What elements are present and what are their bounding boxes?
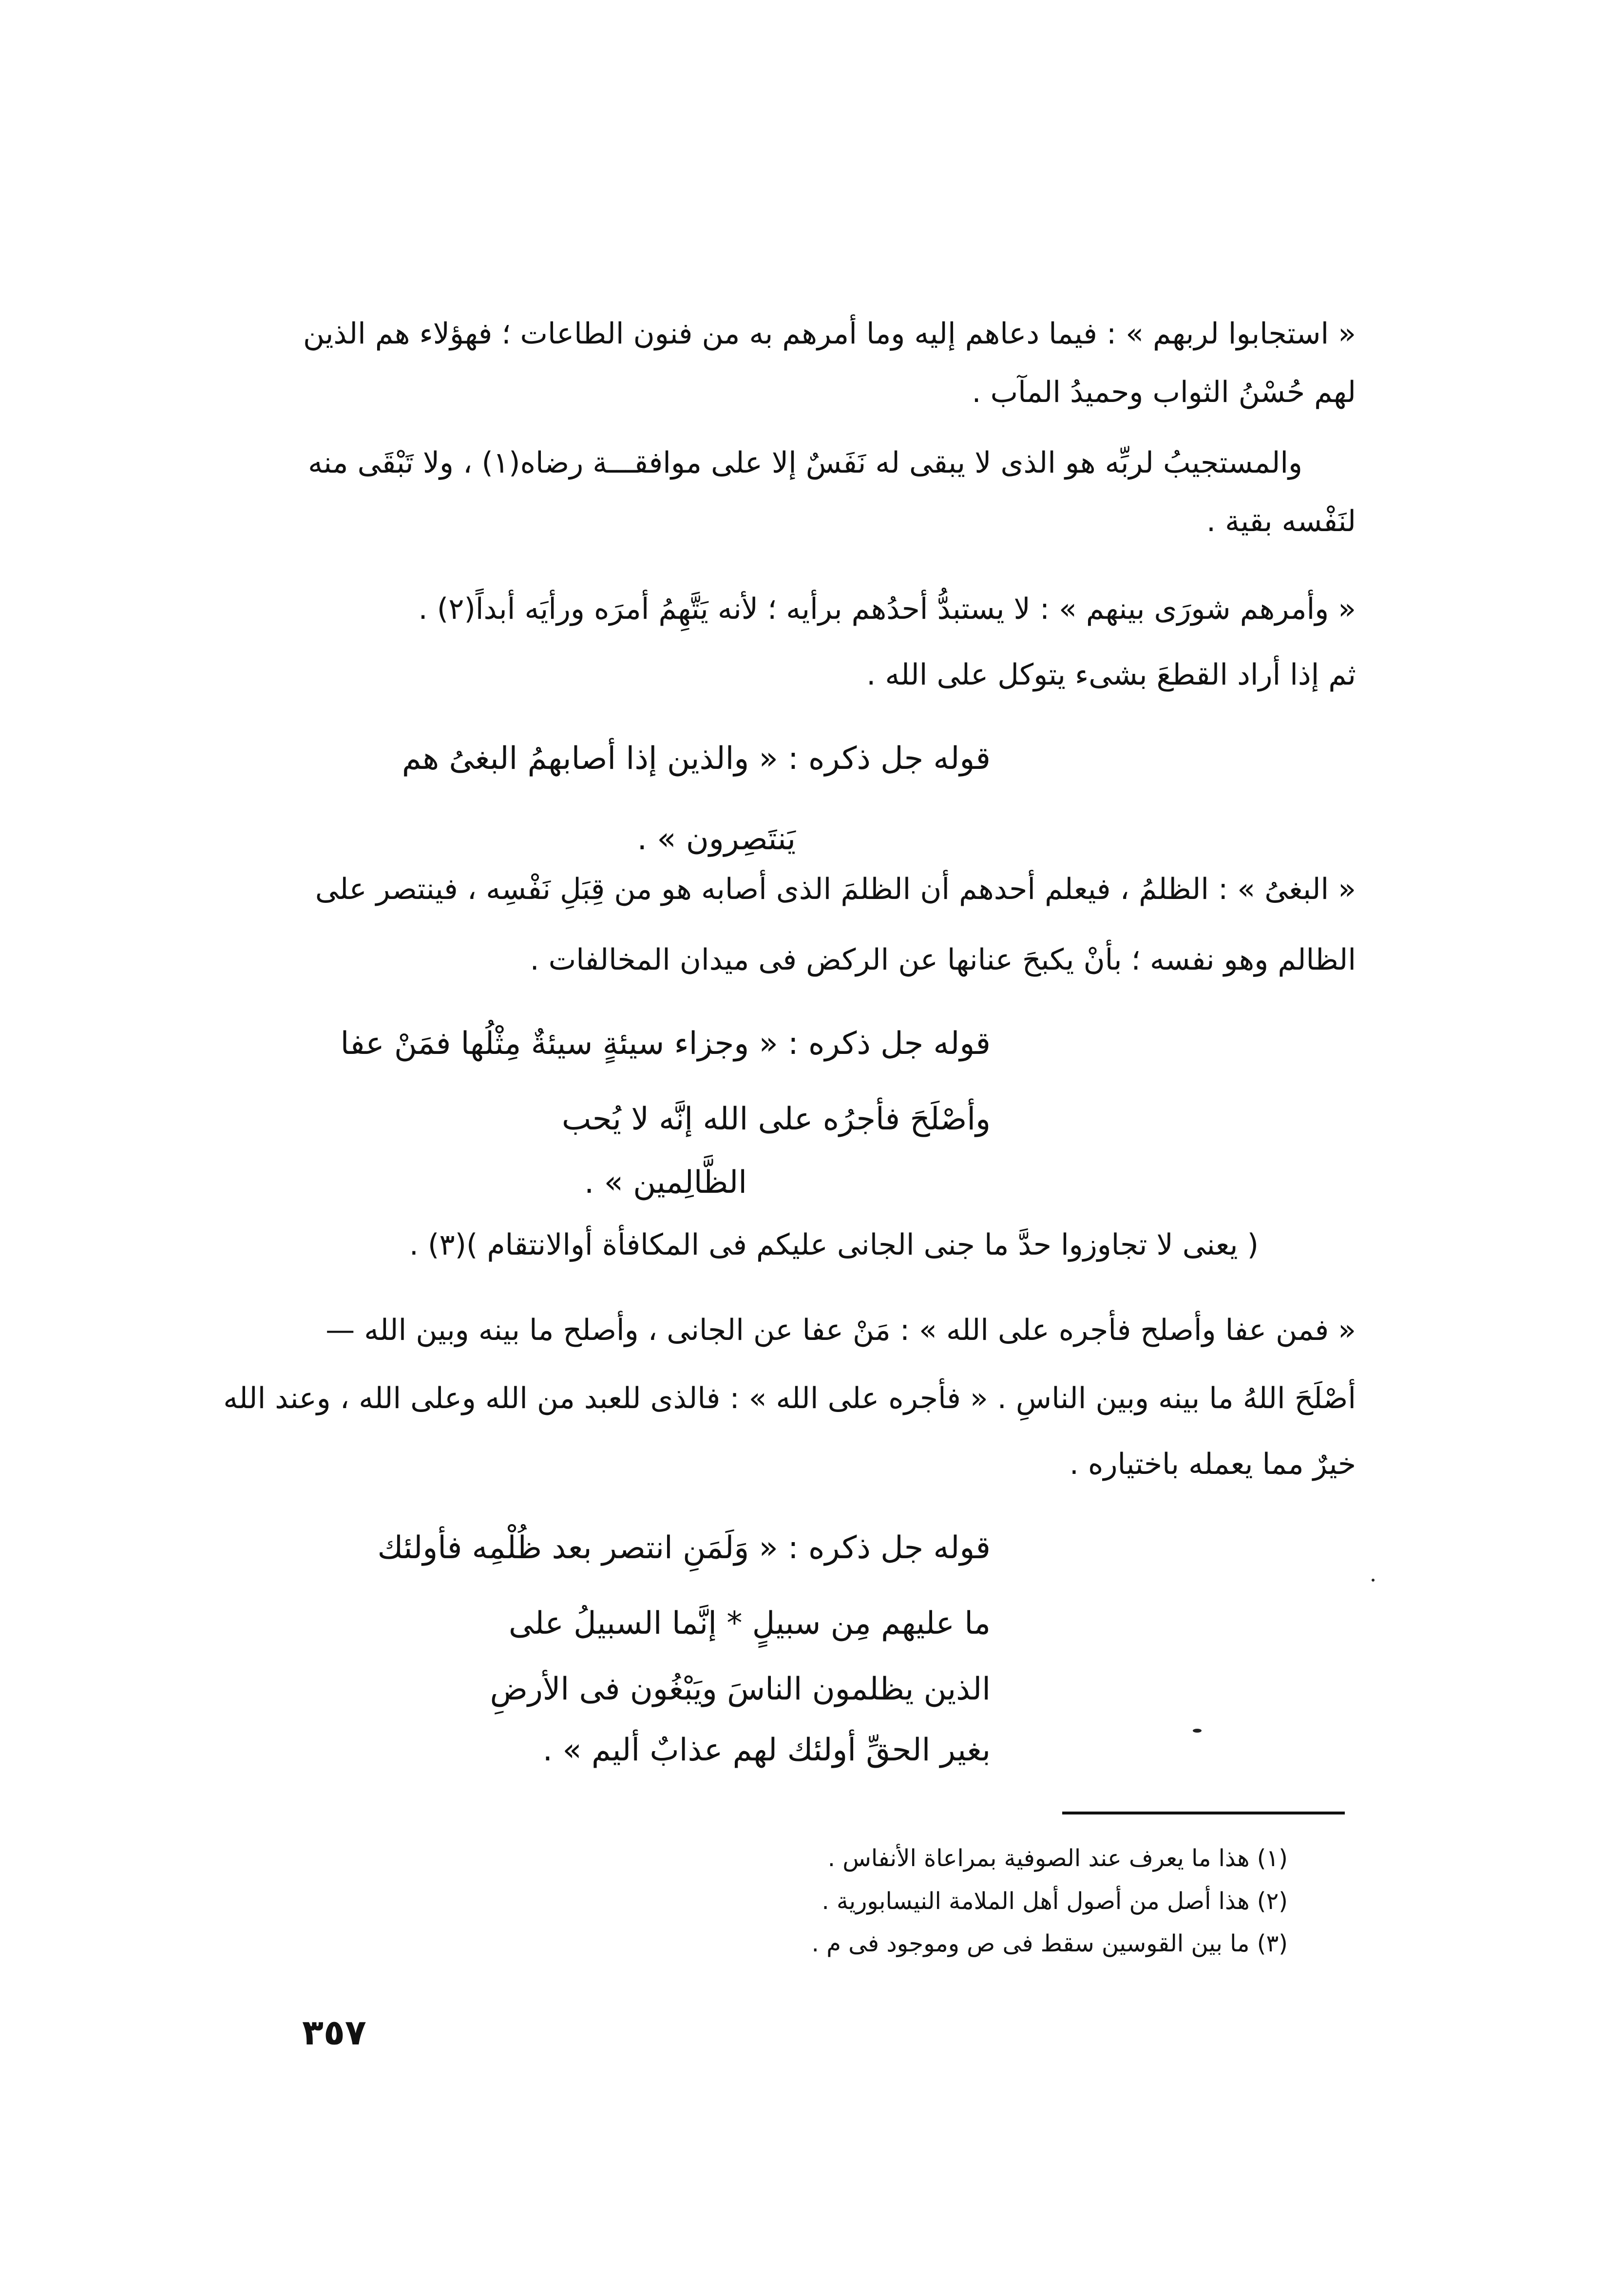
text-line: « فمن عفا وأصلح فأجره على الله » : مَنْ عفا عن الجانى ، وأصلح ما بينه وبين الله — [325, 1313, 1356, 1347]
verse-heading: قوله جل ذكره : « والذين إذا أصابهمُ البغىُ هم [401, 741, 991, 777]
footnote: (٢) هذا أصل من أصول أهل الملامة النيسابورية . [822, 1888, 1288, 1915]
footnote-separator [1062, 1812, 1345, 1814]
verse-heading: بغير الحقِّ أولئك لهم عذابٌ أليم » . [542, 1732, 991, 1768]
verse-heading: يَنتَصِرون » . [637, 821, 796, 857]
verse-heading: وأصْلَحَ فأجرُه على الله إنَّه لا يُحب [562, 1101, 991, 1137]
text-line: لهم حُسْنُ الثواب وحميدُ المآب . [972, 375, 1356, 409]
text-line: ثم إذا أراد القطعَ بشىء يتوكل على الله . [866, 658, 1356, 692]
text-line: « استجابوا لربهم » : فيما دعاهم إليه وما أمرهم به من فنون الطاعات ؛ فهؤلاء هم الذين [303, 317, 1356, 351]
verse-heading: ما عليهم مِن سبيلٍ * إنَّما السبيلُ على [509, 1605, 991, 1642]
text-line: « البغىُ » : الظلمُ ، فيعلم أحدهم أن الظلمَ الذى أصابه هو من قِبَلِ نَفْسِه ، فينتصر على [315, 872, 1356, 906]
text-line: لنَفْسه بقية . [1206, 504, 1356, 538]
footnote: (١) هذا ما يعرف عند الصوفية بمراعاة الأنفاس . [827, 1845, 1288, 1872]
text-line: « وأمرهم شورَى بينهم » : لا يستبدُّ أحدُهم برأيه ؛ لأنه يَتَّهِمُ أمرَه ورأيَه أبداً(٢) . [418, 592, 1356, 626]
verse-heading: قوله جل ذكره : « وَلَمَنِ انتصر بعد ظُلْمِه فأولئك [377, 1530, 991, 1566]
page-number: ٣٥٧ [302, 2012, 366, 2053]
verse-heading: الظَّالِمين » . [584, 1165, 747, 1201]
text-line: والمستجيبُ لربِّه هو الذى لا يبقى له نَفَسٌ إلا على موافقـــة رضاه(١) ، ولا تَبْقَى منه [308, 446, 1302, 480]
text-line: خيرٌ مما يعمله باختياره . [1069, 1447, 1356, 1481]
verse-heading: الذين يظلمون الناسَ ويَبْغُون فى الأرضِ [490, 1671, 991, 1707]
scan-speck [1372, 1579, 1375, 1582]
verse-heading: قوله جل ذكره : « وجزاء سيئةٍ سيئةٌ مِثْلُها فمَنْ عفا [340, 1026, 991, 1062]
footnote: (٣) ما بين القوسين سقط فى ص وموجود فى م . [811, 1930, 1288, 1957]
text-line: الظالم وهو نفسه ؛ بأنْ يكبحَ عنانها عن الركض فى ميدان المخالفات . [530, 943, 1356, 977]
text-line: أصْلَحَ اللهُ ما بينه وبين الناسِ . « فأجره على الله » : فالذى للعبد من الله وعلى الله ، وعند الله [223, 1381, 1356, 1415]
scan-speck [1193, 1729, 1202, 1733]
text-line: ( يعنى لا تجاوزوا حدَّ ما جنى الجانى عليكم فى المكافأة أوالانتقام )(٣) . [409, 1228, 1259, 1262]
